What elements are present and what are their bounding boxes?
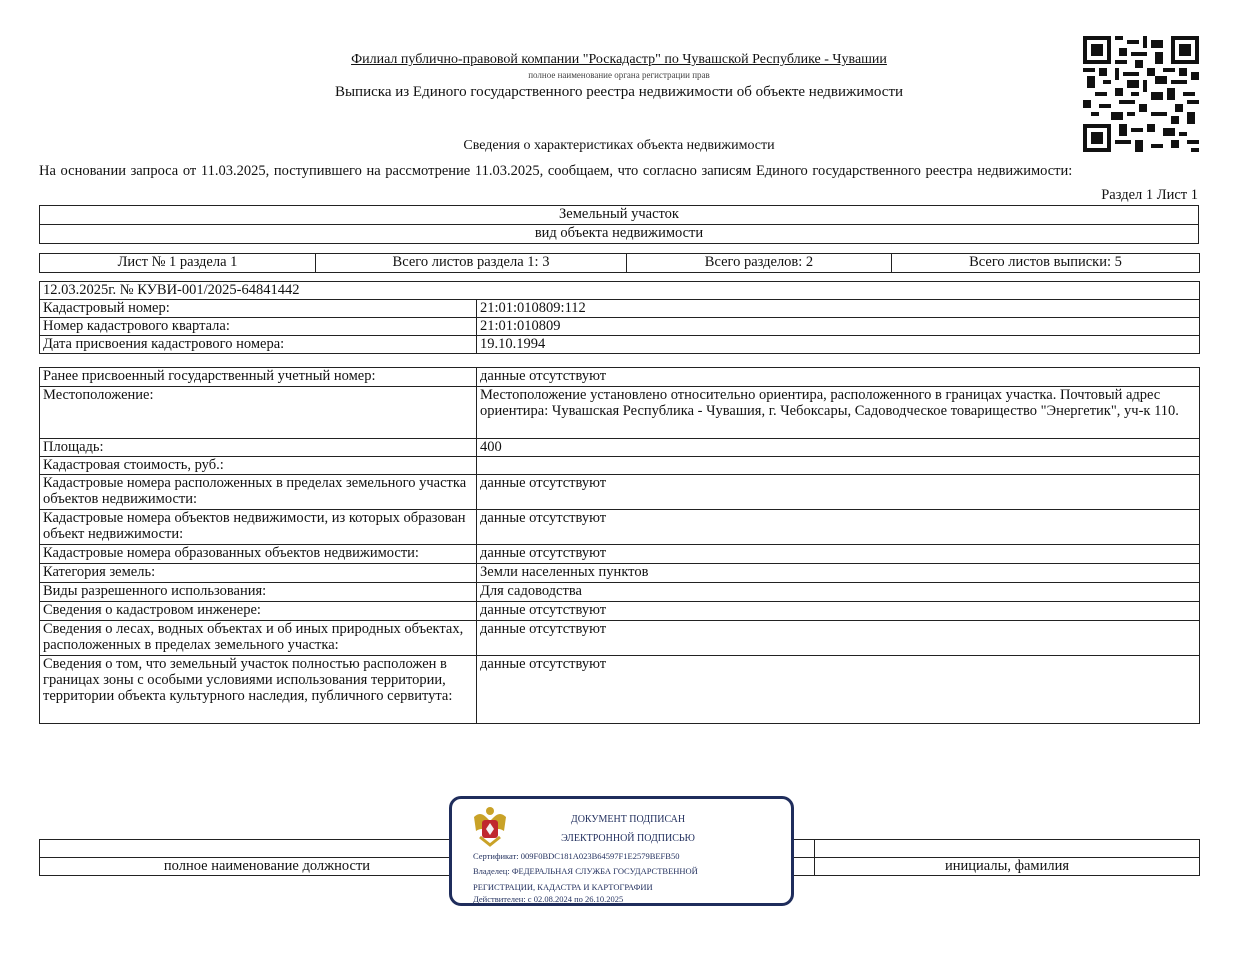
row-value: данные отсутствуют bbox=[477, 368, 1200, 387]
ids-table bbox=[39, 281, 1200, 354]
object-type-table bbox=[39, 205, 1199, 244]
row-value: 21:01:010809 bbox=[477, 318, 1200, 336]
table-row bbox=[40, 510, 1200, 545]
sections-total: Всего разделов: 2 bbox=[627, 254, 892, 273]
row-label: Номер кадастрового квартала: bbox=[40, 318, 477, 336]
row-label: Сведения о лесах, водных объектах и об иных природных объектах, расположенных в пределах земельного участка: bbox=[40, 621, 477, 656]
row-label: Сведения о том, что земельный участок полностью расположен в границах зоны с особыми условиями использования территории, территории объекта культурного наследия, публичного сервитута: bbox=[40, 656, 477, 724]
row-label: Кадастровая стоимость, руб.: bbox=[40, 457, 477, 475]
table-row bbox=[40, 583, 1200, 602]
object-type: Земельный участок bbox=[40, 206, 1199, 225]
stamp-line1: ДОКУМЕНТ ПОДПИСАН bbox=[570, 814, 686, 825]
sheets-table bbox=[39, 253, 1200, 273]
table-row bbox=[40, 368, 1200, 387]
table-row bbox=[40, 475, 1200, 510]
table-row bbox=[40, 602, 1200, 621]
organization-caption: полное наименование органа регистрации прав bbox=[528, 70, 710, 80]
table-row bbox=[40, 621, 1200, 656]
position-caption: полное наименование должности bbox=[40, 858, 495, 876]
row-value: данные отсутствуют bbox=[477, 475, 1200, 510]
row-label: Ранее присвоенный государственный учетный номер: bbox=[40, 368, 477, 387]
stamp-owner: Владелец: ФЕДЕРАЛЬНАЯ СЛУЖБА ГОСУДАРСТВЕННОЙ bbox=[473, 866, 698, 876]
table-row bbox=[40, 457, 1200, 475]
row-label: Площадь: bbox=[40, 439, 477, 457]
row-value: данные отсутствуют bbox=[477, 621, 1200, 656]
row-value: 21:01:010809:112 bbox=[477, 300, 1200, 318]
qr-code bbox=[1083, 36, 1199, 152]
row-value: 19.10.1994 bbox=[477, 336, 1200, 354]
row-value: данные отсутствуют bbox=[477, 602, 1200, 621]
row-value: Земли населенных пунктов bbox=[477, 564, 1200, 583]
row-label: Кадастровые номера объектов недвижимости, из которых образован объект недвижимости: bbox=[40, 510, 477, 545]
row-label: Местоположение: bbox=[40, 387, 477, 439]
row-label: Категория земель: bbox=[40, 564, 477, 583]
table-row bbox=[40, 564, 1200, 583]
stamp-certificate: Сертификат: 009F0BDC181A023B64597F1E2579BEFB50 bbox=[473, 851, 680, 861]
organization-name: Филиал публично-правовой компании "Роскадастр" по Чувашской Республике - Чувашии bbox=[351, 52, 887, 67]
object-type-caption: вид объекта недвижимости bbox=[40, 225, 1199, 244]
row-label: Сведения о кадастровом инженере: bbox=[40, 602, 477, 621]
row-value: Для садоводства bbox=[477, 583, 1200, 602]
section-sheets-total: Всего листов раздела 1: 3 bbox=[316, 254, 627, 273]
stamp-owner-cont: РЕГИСТРАЦИИ, КАДАСТРА И КАРТОГРАФИИ bbox=[473, 882, 653, 892]
table-row bbox=[40, 387, 1200, 439]
stamp-line2: ЭЛЕКТРОННОЙ ПОДПИСЬЮ bbox=[561, 833, 695, 844]
row-value bbox=[477, 457, 1200, 475]
coat-of-arms-icon bbox=[470, 805, 510, 849]
characteristics-table bbox=[39, 367, 1200, 724]
extract-sheets-total: Всего листов выписки: 5 bbox=[892, 254, 1200, 273]
stamp-validity: Действителен: с 02.08.2024 по 26.10.2025 bbox=[473, 894, 624, 904]
table-row bbox=[40, 300, 1200, 318]
table-row bbox=[40, 545, 1200, 564]
row-value: 400 bbox=[477, 439, 1200, 457]
table-row bbox=[40, 656, 1200, 724]
section-title: Сведения о характеристиках объекта недвижимости bbox=[463, 138, 775, 153]
row-label: Кадастровые номера образованных объектов недвижимости: bbox=[40, 545, 477, 564]
sheet-number: Лист № 1 раздела 1 bbox=[40, 254, 316, 273]
row-label: Дата присвоения кадастрового номера: bbox=[40, 336, 477, 354]
row-label: Виды разрешенного использования: bbox=[40, 583, 477, 602]
electronic-signature-stamp bbox=[449, 796, 794, 906]
row-value: данные отсутствуют bbox=[477, 545, 1200, 564]
row-value: данные отсутствуют bbox=[477, 510, 1200, 545]
row-value: данные отсутствуют bbox=[477, 656, 1200, 724]
row-value: Местоположение установлено относительно ориентира, расположенного в границах участка. Почтовый адрес ориентира: Чувашская Республика - Чувашия, г. Чебоксары, Садоводческое товарищество "Энергетик", уч-к 110. bbox=[477, 387, 1200, 439]
table-row bbox=[40, 336, 1200, 354]
sheet-reference: Раздел 1 Лист 1 bbox=[1101, 187, 1198, 203]
document-title: Выписка из Единого государственного реестра недвижимости об объекте недвижимости bbox=[334, 84, 904, 100]
table-row bbox=[40, 318, 1200, 336]
row-label: Кадастровые номера расположенных в пределах земельного участка объектов недвижимости: bbox=[40, 475, 477, 510]
table-row bbox=[40, 439, 1200, 457]
row-label: Кадастровый номер: bbox=[40, 300, 477, 318]
record-date-number: 12.03.2025г. № КУВИ-001/2025-64841442 bbox=[40, 282, 1200, 300]
name-caption: инициалы, фамилия bbox=[815, 858, 1200, 876]
request-text: На основании запроса от 11.03.2025, поступившего на рассмотрение 11.03.2025, сообщаем, что согласно записям Единого государственного реестра недвижимости: bbox=[39, 163, 1073, 179]
